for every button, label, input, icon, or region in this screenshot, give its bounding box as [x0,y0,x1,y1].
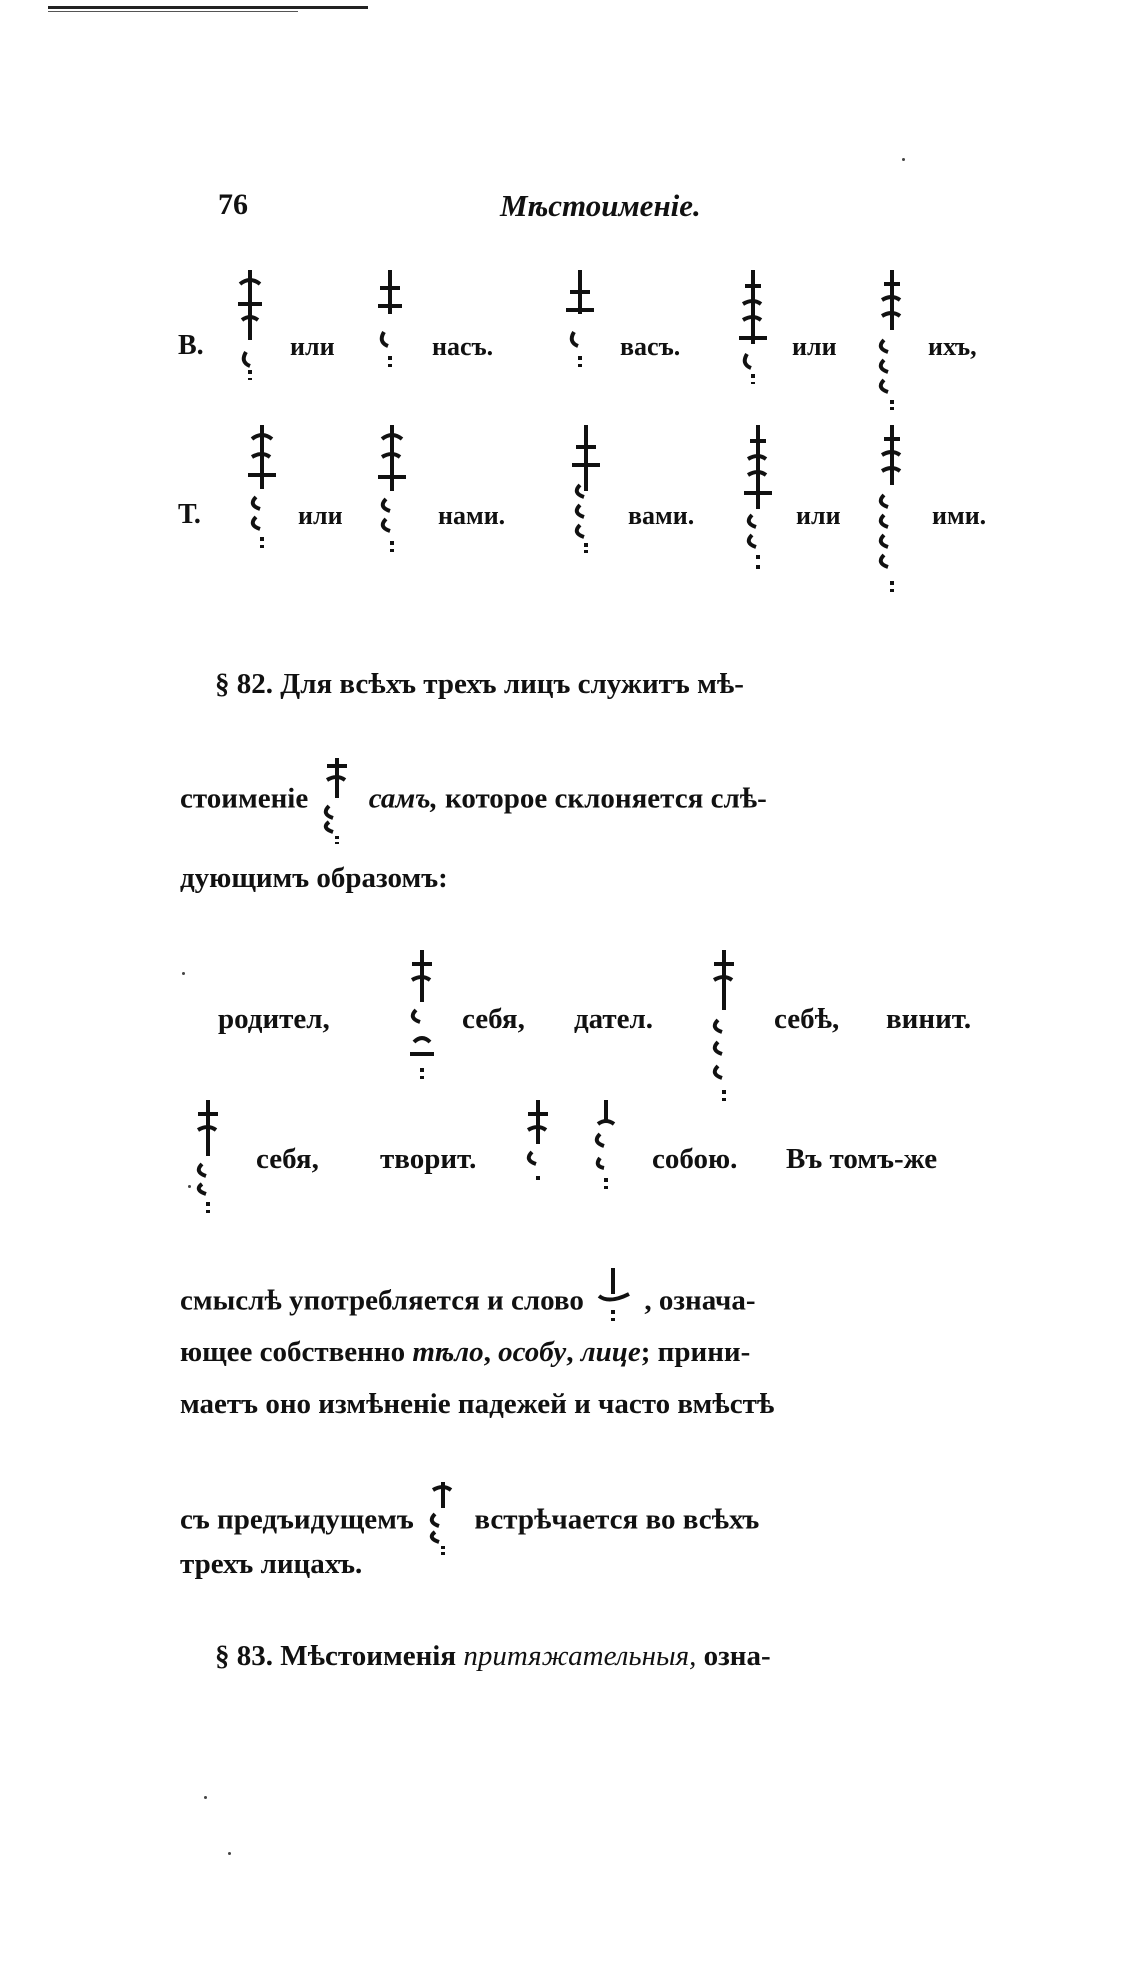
mongolian-glyph [562,270,598,370]
italic-word: особу [498,1336,567,1368]
body-line5: трехъ лицахъ. [180,1548,363,1580]
word: ихъ, [928,332,977,361]
body-line1 [180,1268,756,1338]
mongolian-glyph [232,270,268,380]
mongolian-glyph [372,270,408,370]
page-header [0,188,1140,238]
para82-line2 [180,758,767,844]
mongolian-glyph [568,425,604,555]
text: озна- [703,1640,771,1672]
word: васъ. [620,332,681,361]
speck [204,1796,207,1799]
text: встрѣчается во всѣхъ [474,1503,760,1536]
case-label: В. [178,330,204,361]
mongolian-glyph [588,1100,624,1190]
speck [182,972,185,975]
running-title: Мѣстоименіе. [500,188,701,223]
mongolian-glyph [872,425,908,595]
mongolian-glyph [421,1482,467,1562]
mongolian-glyph [520,1100,556,1190]
italic-word: притяжательныя, [463,1640,697,1672]
italic-word: лице [580,1336,641,1368]
text: , [566,1336,574,1368]
case-label: Т. [178,499,201,530]
italic-word: тѣло [412,1336,484,1368]
word: или [792,332,837,361]
page-number: 76 [218,188,248,221]
word: ими. [932,501,987,530]
decl-word: себя, [462,1003,525,1035]
text: которое склоняется слѣ- [445,782,767,815]
text: стоименіе [180,782,309,815]
decl-word: творит. [380,1143,477,1175]
para82-line3: дующимъ образомъ: [180,862,448,894]
mongolian-glyph [244,425,280,550]
mongolian-glyph [872,270,908,410]
mongolian-glyph [591,1268,637,1338]
speck [188,1185,191,1188]
text: , означа- [644,1284,756,1317]
decl-word: винит. [886,1003,972,1035]
mongolian-glyph [706,950,742,1110]
italic-word: самъ, [368,782,438,815]
word: или [298,501,343,530]
decl-word: себя, [256,1143,319,1175]
word: нами. [438,501,506,530]
text: смыслѣ употребляется и слово [180,1284,584,1317]
para82-line1: § 82. Для всѣхъ трехъ лицъ служитъ мѣ- [215,668,744,700]
decl-word: Въ томъ-же [786,1143,938,1175]
decl-word: себѣ, [774,1003,840,1035]
speck [228,1852,231,1855]
accusative-row [0,270,1140,450]
text: ющее собственно [180,1336,406,1368]
decl-word: родител, [218,1003,330,1035]
mongolian-glyph [374,425,410,555]
text: ; прини- [640,1336,751,1368]
mongolian-glyph [404,950,440,1090]
body-line3: маетъ оно измѣненіе падежей и часто вмѣстѣ [180,1388,775,1420]
mongolian-glyph [315,758,361,844]
decl-word: собою. [652,1143,738,1175]
para83-line1 [215,1640,771,1673]
speck [902,158,905,161]
body-line2 [180,1336,750,1369]
word: или [290,332,335,361]
word: или [796,501,841,530]
text: съ предъидущемъ [180,1503,414,1536]
word: вами. [628,501,695,530]
top-rule [48,6,368,9]
word: насъ. [432,332,494,361]
top-rule-thin [48,11,298,12]
decl-word: дател. [574,1003,654,1035]
instrumental-row [0,425,1140,605]
mongolian-glyph [740,425,776,575]
mongolian-glyph [190,1100,226,1220]
text: , [483,1336,491,1368]
mongolian-glyph [735,270,771,385]
text: § 83. Мѣстоименія [215,1640,457,1672]
